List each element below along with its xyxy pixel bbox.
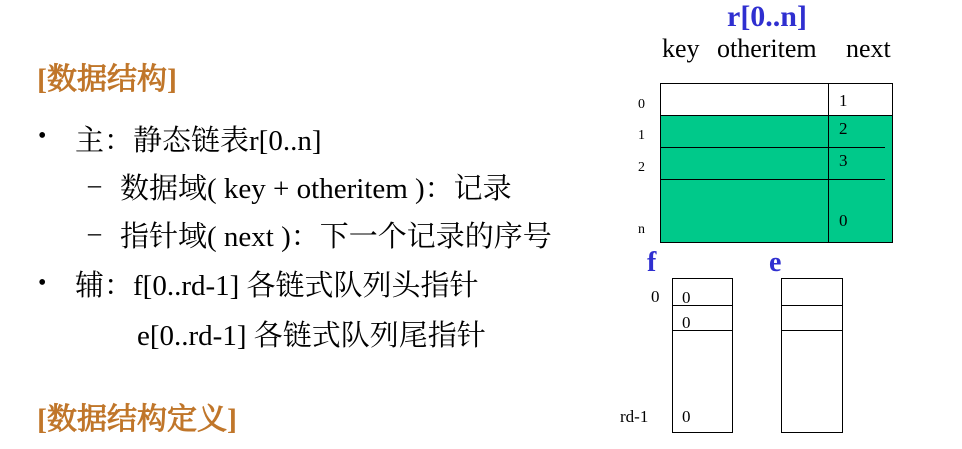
f-index-rd-1: rd-1 [620, 407, 649, 426]
dash-marker: – [88, 218, 101, 247]
f-value-rd-1: 0 [682, 407, 691, 426]
r-row-0 [660, 83, 893, 116]
bullet-marker: • [38, 123, 47, 149]
row-index-2: 2 [638, 160, 645, 175]
aux-line-1: 辅：f[0..rd-1] 各链式队列头指针 [75, 270, 479, 302]
f-array-label: f [647, 247, 657, 278]
dash-marker: – [88, 170, 101, 199]
f-value-0: 0 [682, 288, 691, 307]
next-value-row-1: 2 [839, 119, 848, 138]
r-next-divider [828, 83, 829, 243]
r-array-title: r[0..n] [727, 0, 807, 33]
aux-line-2: e[0..rd-1] 各链式队列尾指针 [137, 320, 486, 352]
e-array-box [781, 278, 843, 433]
next-value-row-n: 0 [839, 211, 848, 230]
e-row-divider [781, 330, 843, 331]
f-index-0: 0 [651, 287, 660, 306]
f-value-1: 0 [682, 313, 691, 332]
heading-data-structure-definition: [数据结构定义] [37, 403, 237, 436]
column-header-otheritem: otheritem [717, 34, 817, 63]
bullet-main-text: 主：静态链表r[0..n] [75, 125, 322, 157]
row-index-0: 0 [638, 97, 645, 112]
sub-item-data-field: 数据域( key + otheritem )：记录 [120, 173, 512, 205]
e-row-divider [781, 305, 843, 306]
e-array-label: e [769, 247, 782, 278]
next-value-row-0: 1 [839, 91, 848, 110]
bullet-marker: • [38, 270, 47, 296]
r-row-divider [660, 147, 885, 148]
row-index-1: 1 [638, 128, 645, 143]
r-row-divider [660, 179, 885, 180]
column-header-key: key [662, 34, 700, 63]
heading-data-structure: [数据结构] [37, 63, 177, 96]
sub-item-pointer-field: 指针域( next )：下一个记录的序号 [120, 221, 552, 253]
next-value-row-2: 3 [839, 151, 848, 170]
column-header-next: next [846, 34, 891, 63]
row-index-n: n [638, 222, 645, 237]
